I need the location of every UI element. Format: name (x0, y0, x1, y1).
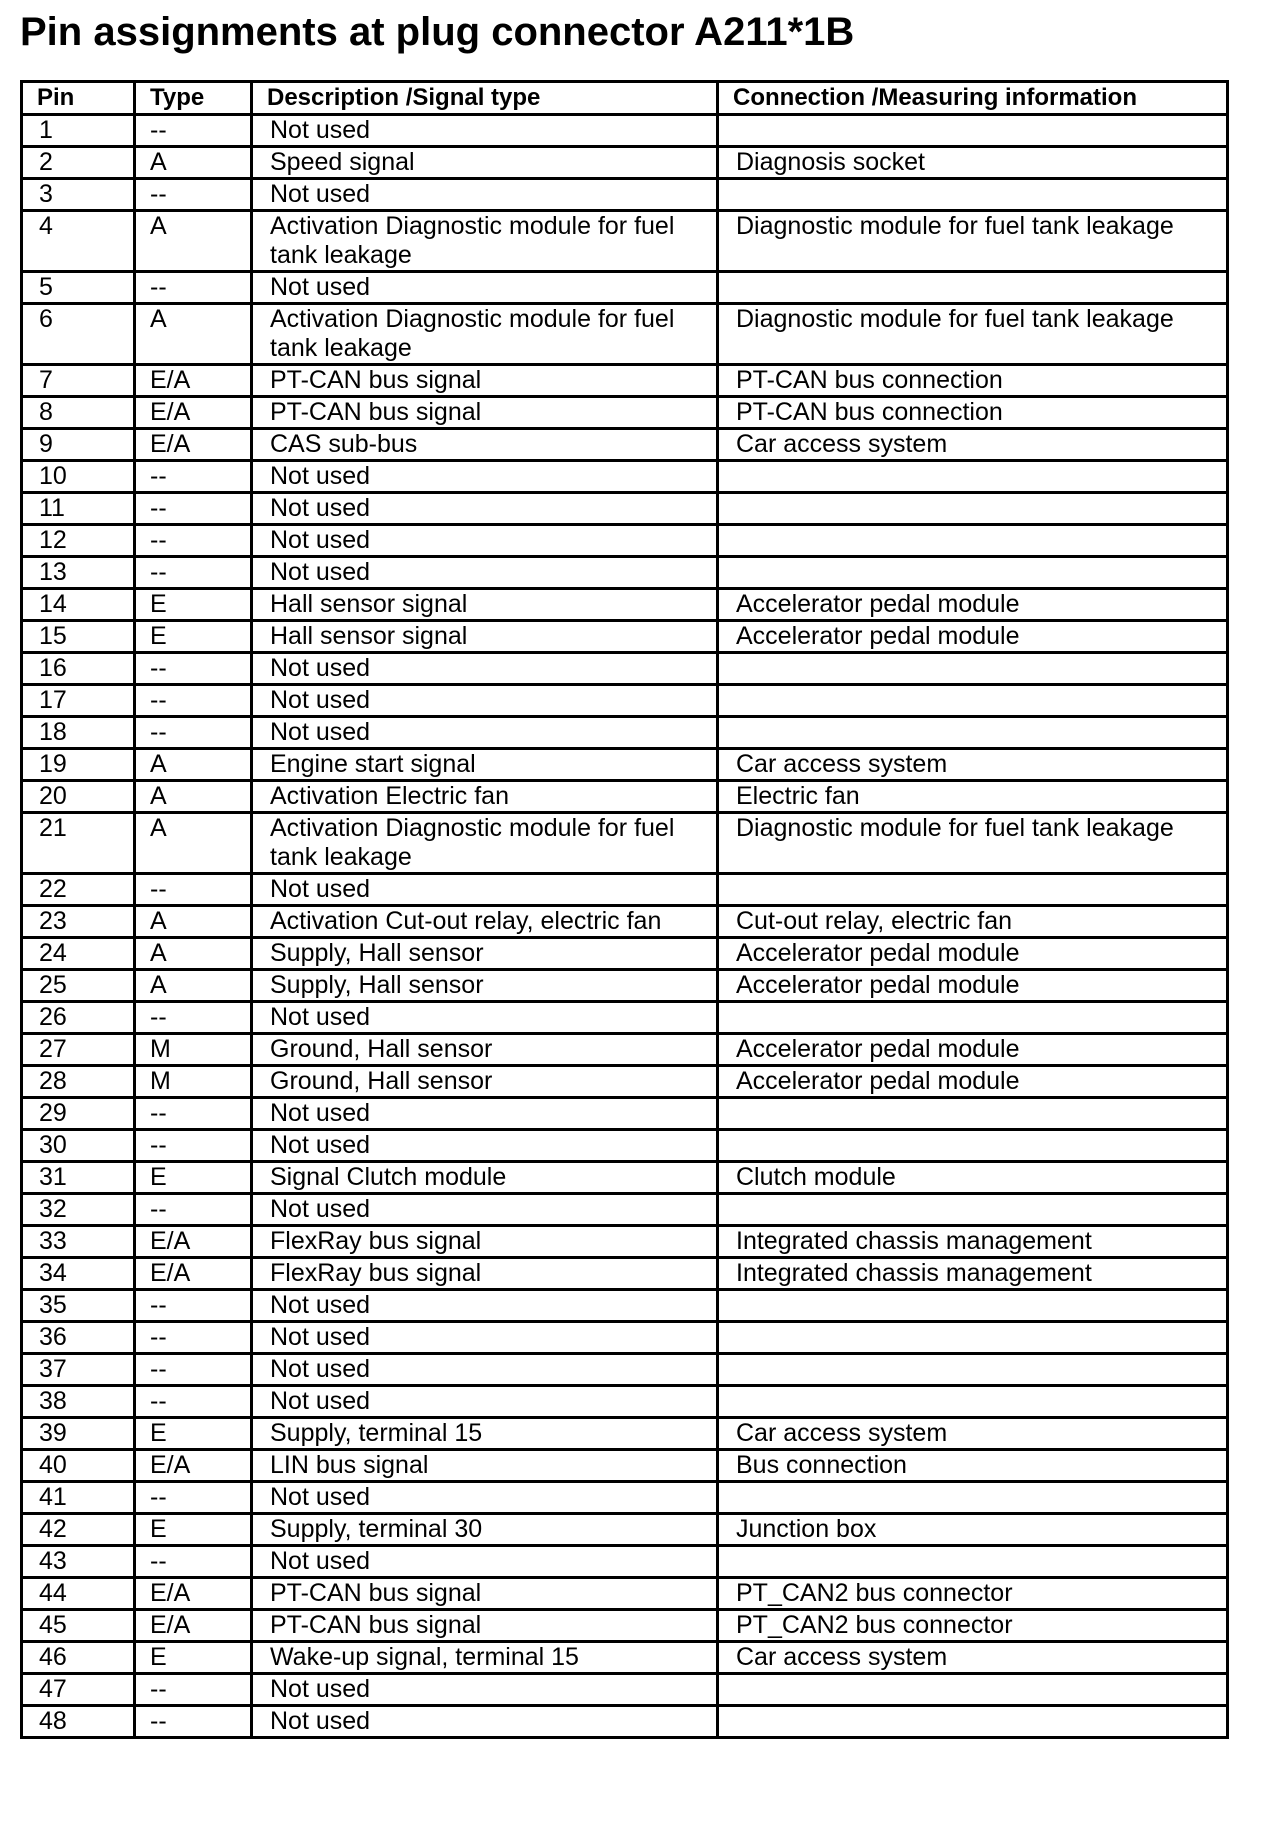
description-cell: CAS sub-bus (252, 429, 718, 461)
header-type: Type (135, 82, 252, 115)
description-cell: Not used (252, 1674, 718, 1706)
description-cell: Not used (252, 115, 718, 147)
connection-cell: Diagnostic module for fuel tank leakage (718, 304, 1228, 365)
table-row (22, 1066, 1228, 1098)
type-cell: E (135, 589, 252, 621)
pin-cell: 32 (22, 1194, 135, 1226)
pin-cell: 42 (22, 1514, 135, 1546)
pin-assignment-table (20, 80, 1229, 1739)
table-row (22, 1098, 1228, 1130)
connection-cell (718, 653, 1228, 685)
table-row (22, 1386, 1228, 1418)
description-cell: Not used (252, 874, 718, 906)
connection-cell (718, 1546, 1228, 1578)
table-row (22, 493, 1228, 525)
pin-cell: 16 (22, 653, 135, 685)
connection-cell (718, 1354, 1228, 1386)
type-cell: -- (135, 1290, 252, 1322)
description-cell: PT-CAN bus signal (252, 1578, 718, 1610)
pin-cell: 12 (22, 525, 135, 557)
connection-cell (718, 493, 1228, 525)
type-cell: -- (135, 1002, 252, 1034)
description-cell: FlexRay bus signal (252, 1258, 718, 1290)
table-row (22, 1130, 1228, 1162)
type-cell: -- (135, 461, 252, 493)
table-row (22, 1610, 1228, 1642)
table-row (22, 1706, 1228, 1738)
connection-cell: PT-CAN bus connection (718, 397, 1228, 429)
connection-cell: Bus connection (718, 1450, 1228, 1482)
description-cell: LIN bus signal (252, 1450, 718, 1482)
type-cell: E/A (135, 1610, 252, 1642)
table-row (22, 1354, 1228, 1386)
table-row (22, 1674, 1228, 1706)
table-row (22, 621, 1228, 653)
connection-cell (718, 1706, 1228, 1738)
type-cell: A (135, 970, 252, 1002)
connection-cell: PT-CAN bus connection (718, 365, 1228, 397)
pin-cell: 33 (22, 1226, 135, 1258)
type-cell: A (135, 906, 252, 938)
table-row (22, 429, 1228, 461)
pin-cell: 8 (22, 397, 135, 429)
type-cell: E/A (135, 429, 252, 461)
pin-cell: 35 (22, 1290, 135, 1322)
pin-cell: 45 (22, 1610, 135, 1642)
type-cell: -- (135, 557, 252, 589)
pin-cell: 41 (22, 1482, 135, 1514)
connection-cell: Cut-out relay, electric fan (718, 906, 1228, 938)
pin-cell: 18 (22, 717, 135, 749)
table-row (22, 717, 1228, 749)
description-cell: Not used (252, 1002, 718, 1034)
connection-cell: Integrated chassis management (718, 1226, 1228, 1258)
description-cell: Not used (252, 653, 718, 685)
description-cell: Supply, Hall sensor (252, 938, 718, 970)
connection-cell: Car access system (718, 1418, 1228, 1450)
header-pin: Pin (22, 82, 135, 115)
table-row (22, 1290, 1228, 1322)
table-row (22, 461, 1228, 493)
connection-cell (718, 1002, 1228, 1034)
connection-cell (718, 685, 1228, 717)
table-row (22, 970, 1228, 1002)
description-cell: Supply, terminal 30 (252, 1514, 718, 1546)
pin-cell: 3 (22, 179, 135, 211)
description-cell: Not used (252, 179, 718, 211)
type-cell: -- (135, 1194, 252, 1226)
table-row (22, 813, 1228, 874)
pin-cell: 20 (22, 781, 135, 813)
connection-cell: Accelerator pedal module (718, 1066, 1228, 1098)
type-cell: -- (135, 1386, 252, 1418)
type-cell: A (135, 749, 252, 781)
pin-cell: 23 (22, 906, 135, 938)
connection-cell: Car access system (718, 749, 1228, 781)
pin-cell: 1 (22, 115, 135, 147)
table-row (22, 211, 1228, 272)
type-cell: E (135, 1642, 252, 1674)
type-cell: -- (135, 272, 252, 304)
pin-cell: 48 (22, 1706, 135, 1738)
connection-cell: Accelerator pedal module (718, 621, 1228, 653)
connection-cell (718, 1130, 1228, 1162)
description-cell: Not used (252, 1290, 718, 1322)
connection-cell: Electric fan (718, 781, 1228, 813)
header-connection: Connection /Measuring information (718, 82, 1228, 115)
type-cell: A (135, 147, 252, 179)
pin-cell: 11 (22, 493, 135, 525)
pin-cell: 40 (22, 1450, 135, 1482)
pin-cell: 36 (22, 1322, 135, 1354)
connection-cell (718, 461, 1228, 493)
pin-cell: 7 (22, 365, 135, 397)
pin-cell: 5 (22, 272, 135, 304)
pin-cell: 25 (22, 970, 135, 1002)
type-cell: -- (135, 717, 252, 749)
table-row (22, 1578, 1228, 1610)
pin-cell: 9 (22, 429, 135, 461)
description-cell: Not used (252, 1706, 718, 1738)
type-cell: E (135, 1514, 252, 1546)
type-cell: -- (135, 1706, 252, 1738)
type-cell: -- (135, 1322, 252, 1354)
pin-cell: 14 (22, 589, 135, 621)
pin-cell: 6 (22, 304, 135, 365)
type-cell: -- (135, 1482, 252, 1514)
page-title: Pin assignments at plug connector A211*1B (20, 10, 855, 54)
table-body (22, 115, 1228, 1738)
connection-cell (718, 115, 1228, 147)
description-cell: Not used (252, 685, 718, 717)
type-cell: -- (135, 1130, 252, 1162)
connection-cell (718, 1322, 1228, 1354)
description-cell: Activation Cut-out relay, electric fan (252, 906, 718, 938)
pin-cell: 39 (22, 1418, 135, 1450)
connection-cell (718, 717, 1228, 749)
type-cell: A (135, 781, 252, 813)
type-cell: E/A (135, 1258, 252, 1290)
table-row (22, 589, 1228, 621)
pin-cell: 47 (22, 1674, 135, 1706)
description-cell: Signal Clutch module (252, 1162, 718, 1194)
connection-cell (718, 1386, 1228, 1418)
table-row (22, 525, 1228, 557)
pin-cell: 28 (22, 1066, 135, 1098)
description-cell: Not used (252, 493, 718, 525)
description-cell: Ground, Hall sensor (252, 1034, 718, 1066)
pin-cell: 15 (22, 621, 135, 653)
type-cell: M (135, 1034, 252, 1066)
table-row (22, 179, 1228, 211)
type-cell: -- (135, 874, 252, 906)
table-row (22, 685, 1228, 717)
description-cell: PT-CAN bus signal (252, 365, 718, 397)
table-row (22, 1546, 1228, 1578)
description-cell: Not used (252, 1130, 718, 1162)
type-cell: -- (135, 1546, 252, 1578)
description-cell: Not used (252, 1354, 718, 1386)
table-row (22, 1194, 1228, 1226)
connection-cell (718, 1290, 1228, 1322)
type-cell: -- (135, 1674, 252, 1706)
table-row (22, 1162, 1228, 1194)
description-cell: Not used (252, 461, 718, 493)
table-row (22, 1482, 1228, 1514)
description-cell: Activation Diagnostic module for fuel tank leakage (252, 813, 718, 874)
table-row (22, 272, 1228, 304)
description-cell: Not used (252, 557, 718, 589)
table-row (22, 365, 1228, 397)
connection-cell (718, 1482, 1228, 1514)
type-cell: M (135, 1066, 252, 1098)
description-cell: Supply, Hall sensor (252, 970, 718, 1002)
table-row (22, 938, 1228, 970)
type-cell: -- (135, 115, 252, 147)
pin-cell: 46 (22, 1642, 135, 1674)
pin-cell: 30 (22, 1130, 135, 1162)
connection-cell: Diagnostic module for fuel tank leakage (718, 211, 1228, 272)
description-cell: Activation Diagnostic module for fuel tank leakage (252, 304, 718, 365)
description-cell: Speed signal (252, 147, 718, 179)
pin-cell: 31 (22, 1162, 135, 1194)
description-cell: Not used (252, 1482, 718, 1514)
type-cell: A (135, 813, 252, 874)
pin-cell: 2 (22, 147, 135, 179)
type-cell: -- (135, 179, 252, 211)
connection-cell: Clutch module (718, 1162, 1228, 1194)
description-cell: FlexRay bus signal (252, 1226, 718, 1258)
connection-cell: Accelerator pedal module (718, 938, 1228, 970)
description-cell: Supply, terminal 15 (252, 1418, 718, 1450)
table-row (22, 1258, 1228, 1290)
table-row (22, 147, 1228, 179)
type-cell: A (135, 304, 252, 365)
pin-cell: 44 (22, 1578, 135, 1610)
connection-cell: PT_CAN2 bus connector (718, 1610, 1228, 1642)
connection-cell: Junction box (718, 1514, 1228, 1546)
description-cell: Activation Diagnostic module for fuel tank leakage (252, 211, 718, 272)
table-row (22, 1642, 1228, 1674)
table-row (22, 653, 1228, 685)
description-cell: Hall sensor signal (252, 621, 718, 653)
connection-cell (718, 1098, 1228, 1130)
type-cell: -- (135, 1354, 252, 1386)
type-cell: A (135, 938, 252, 970)
type-cell: -- (135, 685, 252, 717)
connection-cell: Diagnosis socket (718, 147, 1228, 179)
description-cell: PT-CAN bus signal (252, 1610, 718, 1642)
table-row (22, 906, 1228, 938)
table-row (22, 874, 1228, 906)
table-row (22, 781, 1228, 813)
table-row (22, 115, 1228, 147)
header-description: Description /Signal type (252, 82, 718, 115)
description-cell: Engine start signal (252, 749, 718, 781)
type-cell: -- (135, 653, 252, 685)
type-cell: E/A (135, 365, 252, 397)
type-cell: E (135, 621, 252, 653)
connection-cell (718, 557, 1228, 589)
description-cell: Wake-up signal, terminal 15 (252, 1642, 718, 1674)
pin-cell: 29 (22, 1098, 135, 1130)
table-row (22, 304, 1228, 365)
type-cell: -- (135, 1098, 252, 1130)
pin-cell: 43 (22, 1546, 135, 1578)
pin-cell: 17 (22, 685, 135, 717)
description-cell: Not used (252, 1194, 718, 1226)
connection-cell: PT_CAN2 bus connector (718, 1578, 1228, 1610)
table-row (22, 1418, 1228, 1450)
connection-cell (718, 525, 1228, 557)
connection-cell (718, 874, 1228, 906)
pin-cell: 21 (22, 813, 135, 874)
type-cell: E/A (135, 397, 252, 429)
table-row (22, 1002, 1228, 1034)
connection-cell: Car access system (718, 1642, 1228, 1674)
table-row (22, 749, 1228, 781)
type-cell: -- (135, 493, 252, 525)
pin-cell: 13 (22, 557, 135, 589)
pin-cell: 22 (22, 874, 135, 906)
description-cell: Ground, Hall sensor (252, 1066, 718, 1098)
table-header-row (22, 82, 1228, 115)
connection-cell: Accelerator pedal module (718, 589, 1228, 621)
table-row (22, 1450, 1228, 1482)
table-row (22, 1322, 1228, 1354)
connection-cell (718, 1194, 1228, 1226)
pin-cell: 4 (22, 211, 135, 272)
pin-cell: 37 (22, 1354, 135, 1386)
description-cell: Not used (252, 525, 718, 557)
description-cell: Not used (252, 1546, 718, 1578)
pin-cell: 26 (22, 1002, 135, 1034)
description-cell: Not used (252, 1098, 718, 1130)
type-cell: E/A (135, 1226, 252, 1258)
description-cell: Activation Electric fan (252, 781, 718, 813)
description-cell: Not used (252, 717, 718, 749)
pin-cell: 34 (22, 1258, 135, 1290)
connection-cell: Accelerator pedal module (718, 970, 1228, 1002)
connection-cell (718, 179, 1228, 211)
connection-cell: Car access system (718, 429, 1228, 461)
type-cell: E/A (135, 1578, 252, 1610)
type-cell: E (135, 1162, 252, 1194)
connection-cell: Accelerator pedal module (718, 1034, 1228, 1066)
table-row (22, 397, 1228, 429)
pin-cell: 24 (22, 938, 135, 970)
table-row (22, 1034, 1228, 1066)
pin-cell: 27 (22, 1034, 135, 1066)
connection-cell: Diagnostic module for fuel tank leakage (718, 813, 1228, 874)
pin-cell: 10 (22, 461, 135, 493)
type-cell: E/A (135, 1450, 252, 1482)
type-cell: -- (135, 525, 252, 557)
connection-cell (718, 272, 1228, 304)
type-cell: E (135, 1418, 252, 1450)
table-row (22, 1226, 1228, 1258)
description-cell: Not used (252, 1322, 718, 1354)
connection-cell (718, 1674, 1228, 1706)
description-cell: Not used (252, 1386, 718, 1418)
connection-cell: Integrated chassis management (718, 1258, 1228, 1290)
description-cell: Not used (252, 272, 718, 304)
table-row (22, 557, 1228, 589)
table-row (22, 1514, 1228, 1546)
description-cell: Hall sensor signal (252, 589, 718, 621)
description-cell: PT-CAN bus signal (252, 397, 718, 429)
type-cell: A (135, 211, 252, 272)
pin-cell: 19 (22, 749, 135, 781)
pin-cell: 38 (22, 1386, 135, 1418)
